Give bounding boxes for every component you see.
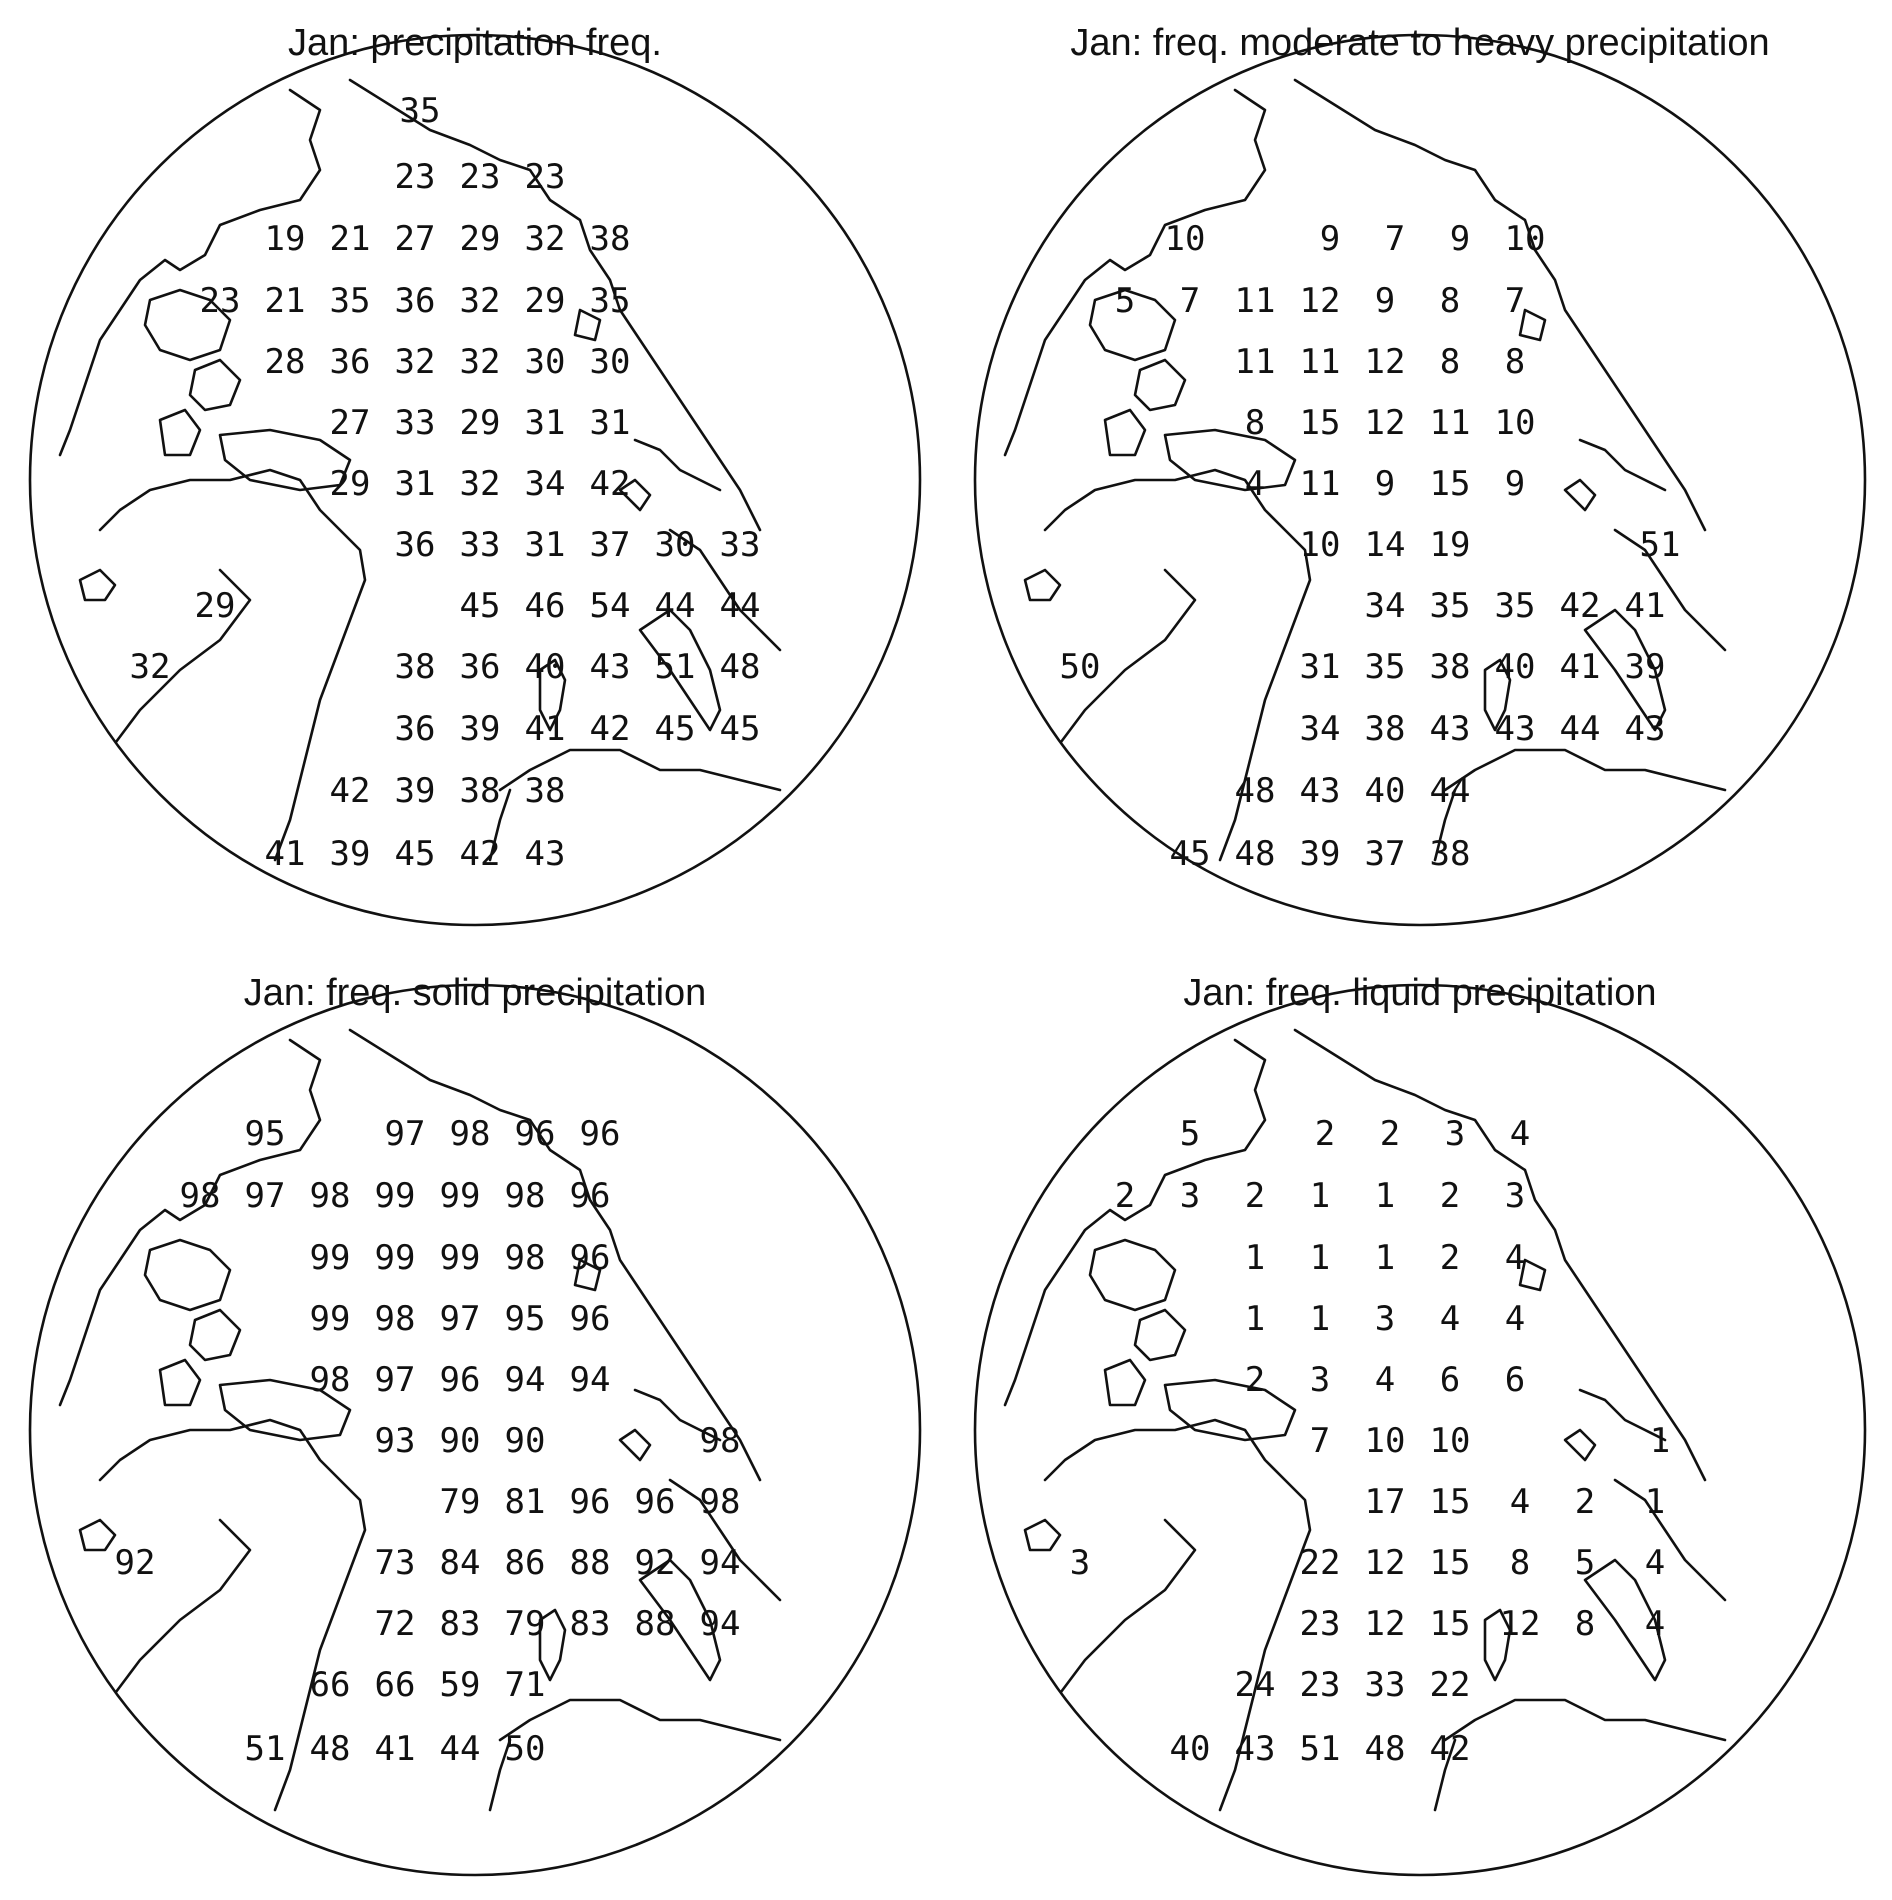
grid-value: 83 (439, 1604, 481, 1644)
grid-value: 96 (579, 1114, 621, 1154)
grid-value: 66 (309, 1665, 351, 1705)
grid-value: 1 (1374, 1176, 1396, 1216)
grid-value: 3 (1444, 1114, 1466, 1154)
coastline (190, 360, 240, 410)
grid-value: 98 (449, 1114, 491, 1154)
grid-value: 10 (1429, 1421, 1471, 1461)
grid-value: 43 (1624, 709, 1666, 749)
grid-value: 2 (1439, 1238, 1461, 1278)
grid-value: 40 (1494, 647, 1536, 687)
grid-value: 71 (504, 1665, 546, 1705)
grid-value: 29 (524, 281, 566, 321)
grid-value: 44 (1559, 709, 1601, 749)
grid-value: 22 (1429, 1665, 1471, 1705)
grid-value: 45 (394, 834, 436, 874)
grid-value: 7 (1384, 219, 1406, 259)
grid-value: 96 (569, 1299, 611, 1339)
coastline (80, 570, 115, 600)
grid-value: 48 (1234, 834, 1276, 874)
coastline (1565, 480, 1595, 510)
grid-value: 33 (1364, 1665, 1406, 1705)
coastline (1615, 1480, 1725, 1600)
grid-value: 2 (1114, 1176, 1136, 1216)
grid-value: 96 (569, 1238, 611, 1278)
grid-value: 54 (589, 586, 631, 626)
grid-value: 23 (199, 281, 241, 321)
grid-value: 15 (1429, 464, 1471, 504)
coastline (1025, 570, 1060, 600)
grid-value: 44 (1429, 771, 1471, 811)
grid-value: 10 (1364, 1421, 1406, 1461)
grid-value: 3 (1504, 1176, 1526, 1216)
grid-value: 90 (504, 1421, 546, 1461)
grid-value: 30 (524, 342, 566, 382)
grid-value: 4 (1374, 1360, 1396, 1400)
grid-value: 36 (394, 709, 436, 749)
grid-value: 8 (1509, 1543, 1531, 1583)
grid-value: 38 (1429, 834, 1471, 874)
grid-value: 23 (394, 157, 436, 197)
grid-value: 1 (1374, 1238, 1396, 1278)
grid-value: 88 (569, 1543, 611, 1583)
grid-value: 34 (524, 464, 566, 504)
grid-value: 97 (244, 1176, 286, 1216)
grid-value: 23 (524, 157, 566, 197)
grid-value: 15 (1429, 1482, 1471, 1522)
grid-value: 9 (1319, 219, 1341, 259)
grid-value: 43 (1494, 709, 1536, 749)
grid-value: 5 (1574, 1543, 1596, 1583)
grid-value: 19 (264, 219, 306, 259)
grid-value: 27 (394, 219, 436, 259)
grid-value: 42 (589, 709, 631, 749)
grid-value: 39 (1624, 647, 1666, 687)
grid-value: 41 (264, 834, 306, 874)
grid-value: 50 (1059, 647, 1101, 687)
map-panel-2 (965, 10, 1875, 940)
coastline (1295, 80, 1705, 530)
grid-value: 11 (1299, 464, 1341, 504)
grid-value: 42 (589, 464, 631, 504)
grid-value: 45 (1169, 834, 1211, 874)
grid-value: 8 (1504, 342, 1526, 382)
grid-value: 12 (1364, 1604, 1406, 1644)
grid-value: 92 (634, 1543, 676, 1583)
grid-value: 51 (1639, 525, 1681, 565)
grid-value: 51 (1299, 1729, 1341, 1769)
grid-value: 23 (459, 157, 501, 197)
panel-title: Jan: precipitation freq. (288, 22, 662, 64)
coastline (60, 90, 320, 455)
grid-value: 2 (1244, 1360, 1266, 1400)
grid-value: 43 (1429, 709, 1471, 749)
grid-value: 29 (329, 464, 371, 504)
grid-value: 31 (394, 464, 436, 504)
coastline (635, 440, 720, 490)
grid-value: 10 (1299, 525, 1341, 565)
grid-value: 4 (1509, 1482, 1531, 1522)
grid-value: 45 (459, 586, 501, 626)
grid-value: 38 (459, 771, 501, 811)
grid-value: 33 (394, 403, 436, 443)
grid-value: 29 (459, 219, 501, 259)
grid-value: 35 (1429, 586, 1471, 626)
grid-value: 23 (1299, 1665, 1341, 1705)
grid-value: 6 (1439, 1360, 1461, 1400)
grid-value: 27 (329, 403, 371, 443)
map-panel-4 (965, 960, 1875, 1890)
grid-value: 37 (1364, 834, 1406, 874)
grid-value: 33 (719, 525, 761, 565)
grid-value: 15 (1429, 1543, 1471, 1583)
grid-value: 36 (329, 342, 371, 382)
coastline (1445, 1700, 1725, 1740)
grid-value: 45 (719, 709, 761, 749)
grid-value: 43 (589, 647, 631, 687)
grid-value: 92 (114, 1543, 156, 1583)
panel-title: Jan: freq. moderate to heavy precipitation (1070, 22, 1770, 64)
polar-map (20, 10, 930, 940)
grid-value: 4 (1244, 464, 1266, 504)
coastline (1025, 1520, 1060, 1550)
coastline (145, 1240, 230, 1310)
grid-value: 51 (244, 1729, 286, 1769)
grid-value: 94 (569, 1360, 611, 1400)
grid-value: 11 (1234, 281, 1276, 321)
grid-value: 48 (309, 1729, 351, 1769)
grid-value: 35 (1364, 647, 1406, 687)
grid-value: 4 (1509, 1114, 1531, 1154)
grid-value: 96 (514, 1114, 556, 1154)
grid-value: 3 (1179, 1176, 1201, 1216)
grid-value: 50 (504, 1729, 546, 1769)
grid-value: 38 (1364, 709, 1406, 749)
grid-value: 72 (374, 1604, 416, 1644)
grid-value: 99 (309, 1238, 351, 1278)
grid-value: 99 (439, 1176, 481, 1216)
grid-value: 32 (459, 342, 501, 382)
grid-value: 24 (1234, 1665, 1276, 1705)
grid-value: 35 (329, 281, 371, 321)
grid-value: 41 (1559, 647, 1601, 687)
grid-value: 7 (1504, 281, 1526, 321)
grid-value: 96 (634, 1482, 676, 1522)
grid-value: 95 (504, 1299, 546, 1339)
grid-value: 95 (244, 1114, 286, 1154)
grid-value: 31 (524, 525, 566, 565)
grid-value: 11 (1429, 403, 1471, 443)
grid-value: 86 (504, 1543, 546, 1583)
grid-value: 39 (1299, 834, 1341, 874)
grid-value: 96 (569, 1176, 611, 1216)
map-panel-3 (20, 960, 930, 1890)
grid-value: 35 (589, 281, 631, 321)
grid-value: 40 (1169, 1729, 1211, 1769)
grid-value: 66 (374, 1665, 416, 1705)
grid-value: 28 (264, 342, 306, 382)
grid-value: 22 (1299, 1543, 1341, 1583)
grid-value: 48 (1364, 1729, 1406, 1769)
grid-value: 9 (1374, 464, 1396, 504)
grid-value: 8 (1574, 1604, 1596, 1644)
map-boundary-circle (975, 35, 1865, 925)
coastline (1580, 440, 1665, 490)
grid-value: 29 (194, 586, 236, 626)
grid-value: 7 (1309, 1421, 1331, 1461)
grid-value: 3 (1309, 1360, 1331, 1400)
polar-map (965, 10, 1875, 940)
grid-value: 98 (504, 1238, 546, 1278)
grid-value: 35 (399, 91, 441, 131)
grid-value: 40 (1364, 771, 1406, 811)
grid-value: 98 (179, 1176, 221, 1216)
grid-value: 42 (329, 771, 371, 811)
grid-value: 1 (1244, 1238, 1266, 1278)
coastline (1005, 90, 1265, 455)
grid-value: 44 (719, 586, 761, 626)
grid-value: 79 (439, 1482, 481, 1522)
grid-value: 30 (654, 525, 696, 565)
grid-value: 1 (1309, 1238, 1331, 1278)
coastline (1565, 1430, 1595, 1460)
grid-value: 48 (719, 647, 761, 687)
grid-value: 31 (589, 403, 631, 443)
grid-value: 4 (1439, 1299, 1461, 1339)
grid-value: 39 (459, 709, 501, 749)
grid-value: 43 (1234, 1729, 1276, 1769)
grid-value: 1 (1644, 1482, 1666, 1522)
grid-value: 38 (394, 647, 436, 687)
grid-value: 10 (1494, 403, 1536, 443)
grid-value: 48 (1234, 771, 1276, 811)
coastline (1165, 1380, 1295, 1440)
grid-value: 94 (504, 1360, 546, 1400)
grid-value: 98 (504, 1176, 546, 1216)
grid-value: 8 (1244, 403, 1266, 443)
grid-value: 32 (459, 281, 501, 321)
grid-value: 4 (1504, 1238, 1526, 1278)
grid-value: 21 (264, 281, 306, 321)
grid-value: 23 (1299, 1604, 1341, 1644)
coastline (1105, 1360, 1145, 1405)
grid-value: 9 (1449, 219, 1471, 259)
grid-value: 32 (129, 647, 171, 687)
grid-value: 36 (459, 647, 501, 687)
map-panel-1 (20, 10, 930, 940)
grid-value: 32 (394, 342, 436, 382)
grid-value: 97 (439, 1299, 481, 1339)
grid-value: 32 (459, 464, 501, 504)
grid-value: 10 (1504, 219, 1546, 259)
grid-value: 11 (1234, 342, 1276, 382)
grid-value: 5 (1114, 281, 1136, 321)
grid-value: 38 (524, 771, 566, 811)
grid-value: 39 (329, 834, 371, 874)
grid-value: 98 (374, 1299, 416, 1339)
grid-value: 44 (654, 586, 696, 626)
grid-value: 12 (1364, 403, 1406, 443)
grid-value: 17 (1364, 1482, 1406, 1522)
map-boundary-circle (975, 985, 1865, 1875)
grid-value: 40 (524, 647, 566, 687)
grid-value: 38 (589, 219, 631, 259)
grid-value: 36 (394, 525, 436, 565)
grid-value: 42 (1559, 586, 1601, 626)
grid-value: 98 (699, 1421, 741, 1461)
grid-value: 2 (1314, 1114, 1336, 1154)
grid-value: 46 (524, 586, 566, 626)
grid-value: 4 (1504, 1299, 1526, 1339)
grid-value: 1 (1309, 1176, 1331, 1216)
coastline (620, 1430, 650, 1460)
grid-value: 96 (569, 1482, 611, 1522)
grid-value: 73 (374, 1543, 416, 1583)
panel-title: Jan: freq. liquid precipitation (1183, 972, 1657, 1014)
grid-value: 30 (589, 342, 631, 382)
grid-value: 94 (699, 1543, 741, 1583)
grid-value: 97 (374, 1360, 416, 1400)
grid-value: 12 (1364, 342, 1406, 382)
grid-value: 2 (1244, 1176, 1266, 1216)
grid-value: 41 (374, 1729, 416, 1769)
grid-value: 9 (1504, 464, 1526, 504)
grid-value: 2 (1574, 1482, 1596, 1522)
grid-value: 99 (374, 1238, 416, 1278)
grid-value: 32 (524, 219, 566, 259)
coastline (1135, 1310, 1185, 1360)
grid-value: 12 (1364, 1543, 1406, 1583)
grid-value: 5 (1179, 1114, 1201, 1154)
grid-value: 11 (1299, 342, 1341, 382)
grid-value: 14 (1364, 525, 1406, 565)
grid-value: 31 (524, 403, 566, 443)
grid-value: 6 (1504, 1360, 1526, 1400)
grid-value: 10 (1164, 219, 1206, 259)
grid-value: 34 (1299, 709, 1341, 749)
grid-value: 31 (1299, 647, 1341, 687)
grid-value: 90 (439, 1421, 481, 1461)
grid-value: 94 (699, 1604, 741, 1644)
grid-value: 99 (439, 1238, 481, 1278)
grid-value: 41 (1624, 586, 1666, 626)
grid-value: 35 (1494, 586, 1536, 626)
polar-map (20, 960, 930, 1890)
coastline (1295, 1030, 1705, 1480)
grid-value: 81 (504, 1482, 546, 1522)
grid-value: 2 (1379, 1114, 1401, 1154)
grid-value: 9 (1374, 281, 1396, 321)
grid-value: 41 (524, 709, 566, 749)
grid-value: 12 (1299, 281, 1341, 321)
coastline (1090, 1240, 1175, 1310)
grid-value: 37 (589, 525, 631, 565)
grid-value: 99 (374, 1176, 416, 1216)
grid-value: 15 (1299, 403, 1341, 443)
coastline (1135, 360, 1185, 410)
grid-value: 33 (459, 525, 501, 565)
coastline (1445, 750, 1725, 790)
grid-value: 3 (1374, 1299, 1396, 1339)
grid-value: 42 (459, 834, 501, 874)
grid-value: 21 (329, 219, 371, 259)
panel-title: Jan: freq. solid precipitation (243, 972, 707, 1014)
grid-value: 1 (1309, 1299, 1331, 1339)
grid-value: 1 (1244, 1299, 1266, 1339)
grid-value: 43 (524, 834, 566, 874)
grid-value: 98 (699, 1482, 741, 1522)
grid-value: 51 (654, 647, 696, 687)
grid-value: 99 (309, 1299, 351, 1339)
grid-value: 1 (1649, 1421, 1671, 1461)
grid-value: 98 (309, 1360, 351, 1400)
grid-value: 83 (569, 1604, 611, 1644)
coastline (160, 410, 200, 455)
grid-value: 59 (439, 1665, 481, 1705)
grid-value: 29 (459, 403, 501, 443)
coastline (1105, 410, 1145, 455)
grid-value: 79 (504, 1604, 546, 1644)
grid-value: 4 (1644, 1604, 1666, 1644)
grid-value: 12 (1499, 1604, 1541, 1644)
polar-map (965, 960, 1875, 1890)
grid-value: 39 (394, 771, 436, 811)
grid-value: 84 (439, 1543, 481, 1583)
coastline (1005, 1040, 1265, 1405)
grid-value: 42 (1429, 1729, 1471, 1769)
coastline (80, 1520, 115, 1550)
coastline (60, 1040, 320, 1405)
grid-value: 96 (439, 1360, 481, 1400)
coastline (190, 1310, 240, 1360)
grid-value: 36 (394, 281, 436, 321)
grid-value: 2 (1439, 1176, 1461, 1216)
coastline (160, 1360, 200, 1405)
grid-value: 93 (374, 1421, 416, 1461)
grid-value: 38 (1429, 647, 1471, 687)
grid-value: 7 (1179, 281, 1201, 321)
grid-value: 44 (439, 1729, 481, 1769)
grid-value: 4 (1644, 1543, 1666, 1583)
grid-value: 8 (1439, 342, 1461, 382)
grid-value: 19 (1429, 525, 1471, 565)
grid-value: 8 (1439, 281, 1461, 321)
grid-value: 97 (384, 1114, 426, 1154)
grid-value: 15 (1429, 1604, 1471, 1644)
coastline (1165, 430, 1295, 490)
grid-value: 34 (1364, 586, 1406, 626)
grid-value: 45 (654, 709, 696, 749)
grid-value: 43 (1299, 771, 1341, 811)
grid-value: 88 (634, 1604, 676, 1644)
grid-value: 98 (309, 1176, 351, 1216)
grid-value: 3 (1069, 1543, 1091, 1583)
